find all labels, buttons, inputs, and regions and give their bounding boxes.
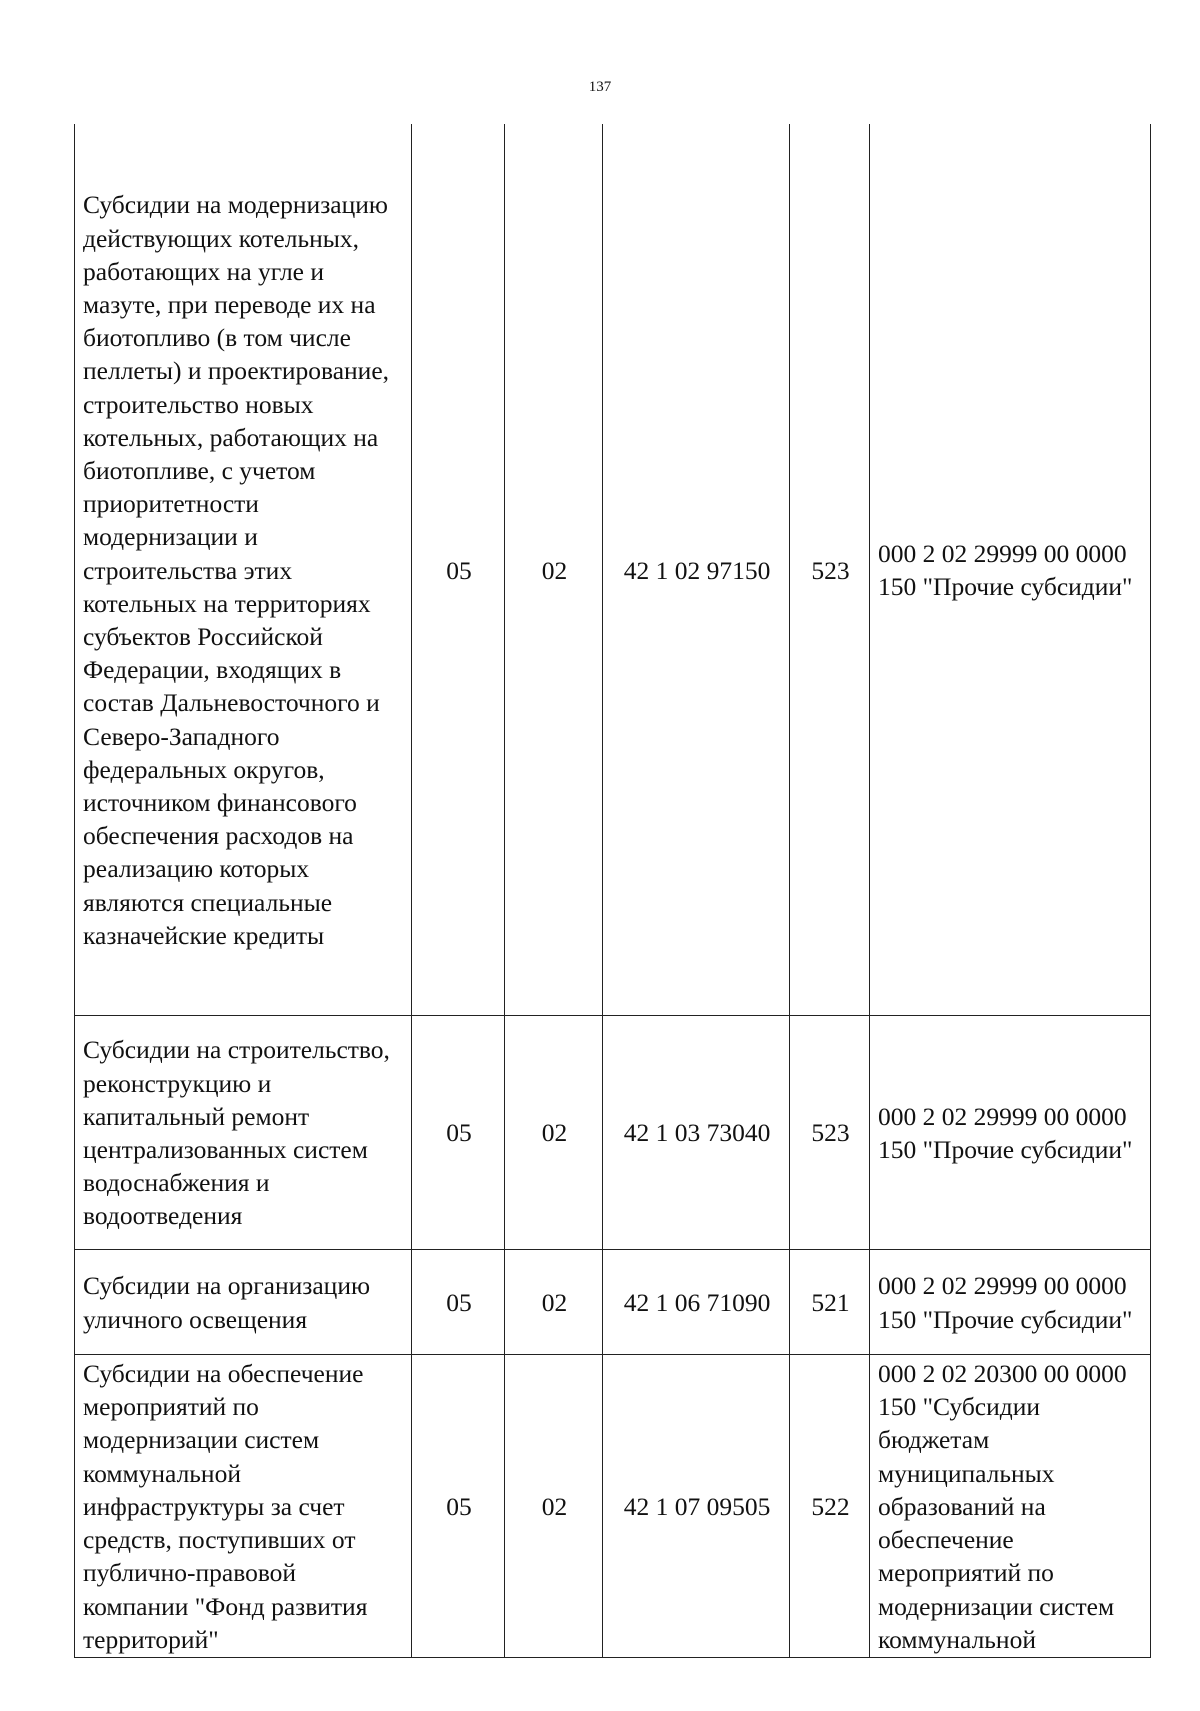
table-row <box>75 1015 1151 1249</box>
row-name-cell: Субсидии на обеспечение мероприятий по модернизации систем коммунальной инфраструктуры за счет средств, поступивших от публично-правовой компании "Фонд развития территорий" <box>75 1354 412 1657</box>
row-section-cell: 05 <box>412 124 505 1015</box>
row-income-source-cell: 000 2 02 29999 00 0000 150 "Прочие субсидии" <box>870 1249 1151 1354</box>
table-row <box>75 1354 1151 1657</box>
row-section-cell: 05 <box>412 1249 505 1354</box>
row-income-source-cell: 000 2 02 29999 00 0000 150 "Прочие субсидии" <box>870 1015 1151 1249</box>
row-section-cell: 05 <box>412 1354 505 1657</box>
row-target-code-cell: 42 1 02 97150 <box>603 124 790 1015</box>
budget-classification-table <box>74 124 1151 1658</box>
row-name-cell: Субсидии на модернизацию действующих котельных, работающих на угле и мазуте, при переводе их на биотопливо (в том числе пеллеты) и проектирование, строительство новых котельных, работающих на биотопливе, с учетом приоритетности модернизации и строительства этих котельных на территориях субъектов Российской Федерации, входящих в состав Дальневосточного и Северо-Западного федеральных округов, источником финансового обеспечения расходов на реализацию которых являются специальные казначейские кредиты <box>75 124 412 1015</box>
row-subsection-cell: 02 <box>505 1354 603 1657</box>
row-target-code-cell: 42 1 06 71090 <box>603 1249 790 1354</box>
row-target-code-cell: 42 1 03 73040 <box>603 1015 790 1249</box>
row-section-cell: 05 <box>412 1015 505 1249</box>
page-number: 137 <box>588 79 612 95</box>
row-income-source-cell: 000 2 02 20300 00 0000 150 "Субсидии бюджетам муниципальных образований на обеспечение мероприятий по модернизации систем коммунальной <box>870 1354 1151 1657</box>
row-expense-type-cell: 523 <box>790 124 870 1015</box>
row-income-source-cell: 000 2 02 29999 00 0000 150 "Прочие субсидии" <box>870 124 1151 1015</box>
row-name-cell: Субсидии на организацию уличного освещения <box>75 1249 412 1354</box>
row-subsection-cell: 02 <box>505 1249 603 1354</box>
row-target-code-cell: 42 1 07 09505 <box>603 1354 790 1657</box>
row-expense-type-cell: 523 <box>790 1015 870 1249</box>
row-subsection-cell: 02 <box>505 124 603 1015</box>
row-expense-type-cell: 521 <box>790 1249 870 1354</box>
table-row <box>75 124 1151 1015</box>
row-name-cell: Субсидии на строительство, реконструкцию и капитальный ремонт централизованных систем водоснабжения и водоотведения <box>75 1015 412 1249</box>
row-expense-type-cell: 522 <box>790 1354 870 1657</box>
row-subsection-cell: 02 <box>505 1015 603 1249</box>
table-row <box>75 1249 1151 1354</box>
